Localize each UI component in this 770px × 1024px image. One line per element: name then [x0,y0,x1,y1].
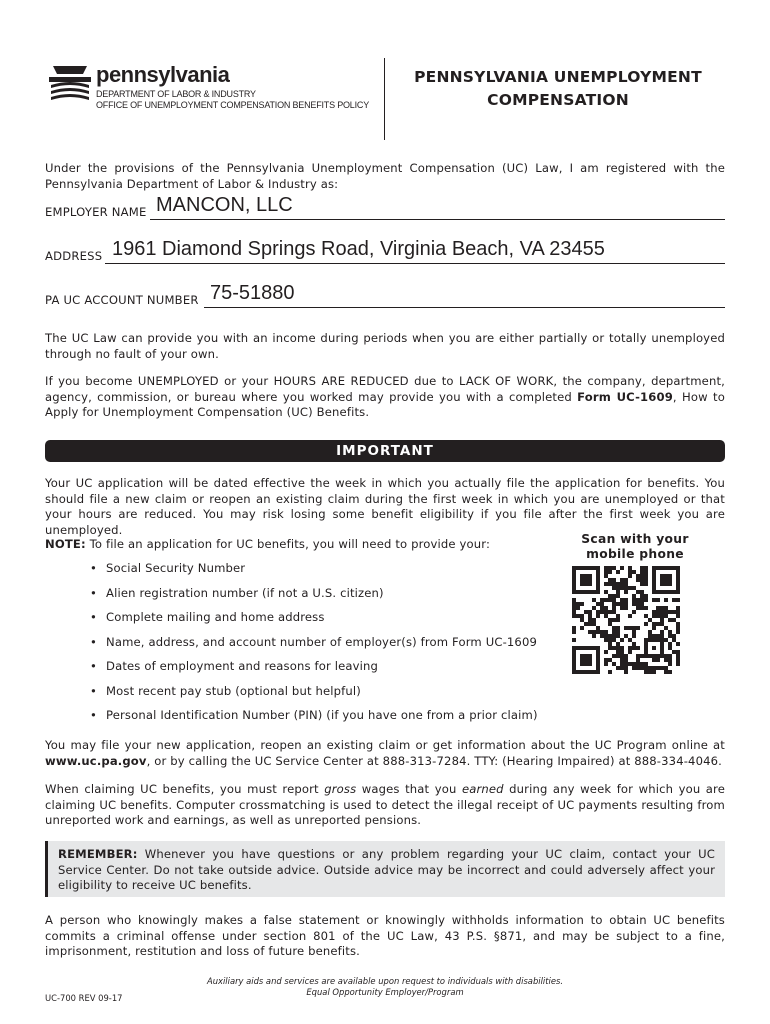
account-number-label: PA UC ACCOUNT NUMBER [45,293,199,307]
online-text-2: , or by calling the UC Service Center at 888-313-7284. TTY: (Hearing Impaired) at 888-334-4046. [146,753,722,768]
footer-line-1: Auxiliary aids and services are available upon request to individuals with disabilities. [206,976,564,986]
false-statement-paragraph: A person who knowingly makes a false statement or knowingly withholds information to obtain UC benefits commits a criminal offense under section 801 of the UC Law, 43 P.S. §871, and may be subject to a fine, imprisonment, restitution and loss of future benefits. [45,913,725,958]
account-number-value: 75-51880 [210,282,295,304]
form-number: UC-700 REV 09-17 [45,993,123,1003]
unemployed-text-2: , How to Apply for Unemployment Compensation (UC) Benefits. [45,389,725,419]
qr-caption [560,532,710,562]
gross-text-1: When claiming UC benefits, you must report [45,782,325,796]
department-line: DEPARTMENT OF LABOR & INDUSTRY [96,89,256,99]
list-item: • Dates of employment and reasons for leaving [90,659,560,684]
office-line: OFFICE OF UNEMPLOYMENT COMPENSATION BENEFITS POLICY [96,100,370,110]
requirements-list [90,561,560,733]
page-title [388,66,728,112]
remember-label: REMEMBER: [58,847,138,861]
list-item: • Alien registration number (if not a U.S. citizen) [90,586,560,611]
remember-body: Whenever you have questions or any problem regarding your UC claim, contact your UC Service Center. Do not take outside advice. Outside advice may be incorrect and could adversely affect your eligibility to receive UC benefits. [58,847,715,892]
qr-code-icon[interactable] [572,566,680,674]
employer-name-label: EMPLOYER NAME [45,205,147,219]
income-paragraph: The UC Law can provide you with an income during periods when you are either partially or totally unemployed through no fault of your own. [45,331,725,361]
header [0,0,770,145]
list-item: • Complete mailing and home address [90,610,560,635]
employer-name-value: MANCON, LLC [156,194,293,216]
note-label: NOTE: [45,537,86,551]
qr-caption-line-2: mobile phone [586,547,684,561]
gross-emphasis: gross [324,782,357,796]
header-divider [384,58,385,140]
earned-emphasis: earned [461,782,504,796]
gross-text-3: during any week for which you are claiming UC benefits. Computer crossmatching is used to detect the illegal receipt of UC payments resulting from unreported work and earnings, as well as unreported pensions. [45,782,725,827]
remember-text [58,847,715,894]
footer-notice [160,976,610,998]
important-heading: IMPORTANT [45,440,725,462]
form-uc1609-ref: Form UC-1609 [577,389,673,404]
title-line-1: PENNSYLVANIA UNEMPLOYMENT [414,68,702,86]
address-label: ADDRESS [45,249,103,263]
list-item: • Personal Identification Number (PIN) (if you have one from a prior claim) [90,708,560,733]
list-item: • Most recent pay stub (optional but helpful) [90,684,560,709]
qr-caption-line-1: Scan with your [581,532,689,546]
address-value: 1961 Diamond Springs Road, Virginia Beach, VA 23455 [112,238,605,260]
note-text: To file an application for UC benefits, you will need to provide your: [85,537,491,551]
account-number-line [204,307,725,308]
note-line [45,537,545,553]
keystone-logo-icon [47,62,93,104]
unemployed-text-1: If you become UNEMPLOYED or your HOURS ARE REDUCED due to LACK OF WORK, the company, department, agency, commission, or bureau where you worked may provide you with a completed [45,374,725,404]
unemployed-paragraph [45,374,725,421]
uc-website-link[interactable]: www.uc.pa.gov [45,753,147,768]
remember-box [45,841,725,897]
dated-paragraph: Your UC application will be dated effective the week in which you actually file the application for benefits. You should file a new claim or reopen an existing claim during the first week in which you are unemployed or that your hours are reduced. You may risk losing some benefit eligibility if you file after the first week you are unemployed. [45,476,725,537]
logo-wordmark: pennsylvania [96,62,230,87]
intro-text: Under the provisions of the Pennsylvania Unemployment Compensation (UC) Law, I am registered with the Pennsylvania Department of Labor & Industry as: [45,161,725,191]
list-item: • Social Security Number [90,561,560,586]
employer-name-line [150,219,725,220]
title-line-2: COMPENSATION [487,91,629,109]
address-line [105,263,725,264]
list-item: • Name, address, and account number of employer(s) from Form UC-1609 [90,635,560,660]
footer-line-2: Equal Opportunity Employer/Program [306,987,464,997]
online-paragraph [45,738,725,769]
gross-wages-paragraph [45,782,725,829]
online-text-1: You may file your new application, reopen an existing claim or get information about the UC Program online at [45,738,725,752]
gross-text-2: wages that you [356,782,462,796]
